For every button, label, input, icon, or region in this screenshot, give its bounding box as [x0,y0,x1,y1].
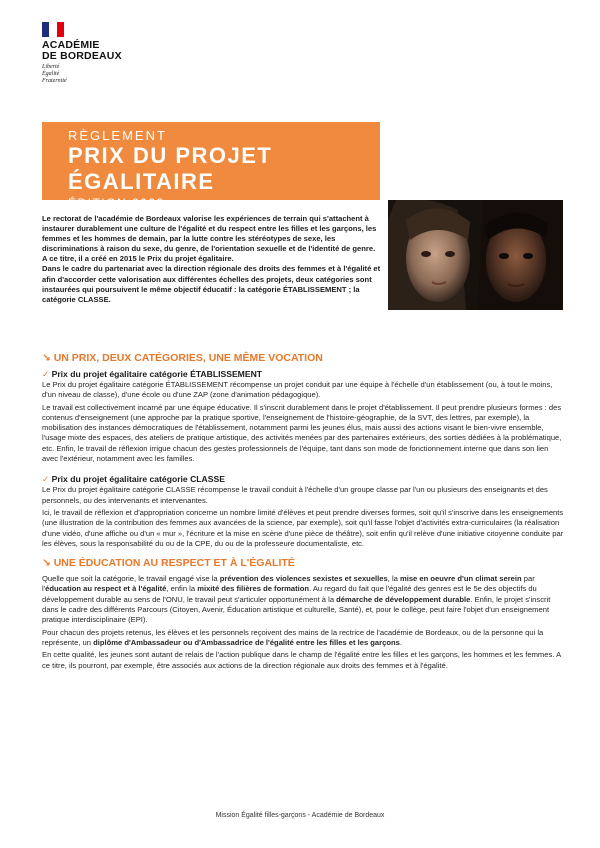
section-title-categories: ↘ UN PRIX, DEUX CATÉGORIES, UNE MÊME VOCATION [42,352,323,364]
category-classe-label: Prix du projet égalitaire catégorie CLASSE [51,474,225,485]
page-footer: Mission Égalité filles-garçons - Académie de Bordeaux [215,812,385,819]
category-etablissement-p1: Le Prix du projet égalitaire catégorie ÉTABLISSEMENT récompense un projet conduit par une équipe à l'échelle d'un établissement (ou, à tout le moins, d'un niveau de classe), d'une école ou d'une ZAP (zone d'animation pédagogique). [42,380,553,400]
motto-fraternite: Fraternité [42,78,67,84]
category-classe-p2: Ici, le travail de réflexion et d'appropriation concerne un nombre limité d'élèves et peut prendre diverses formes, soit qu'il s'inscrive dans les enseignements (une illustration de la contribution des femmes aux avancées de la science, par exemple), soit qu'il fasse l'objet d'activités extra-curriculaires (la réalisation d'une vidéo, d'une affiche ou d'un « mur », l'écriture et la mise en scène d'une pièce de théâtre), soit enfin qu'il relève d'une initiative citoyenne conduite par les élèves, sous la responsabilité du ou de la CPE, du ou de la professeure documentaliste, etc. [42,507,564,548]
academy-name-line2: DE BORDEAUX [42,50,122,62]
checkmark-icon: ✓ [42,369,52,379]
academy-name-line1: ACADÉMIE [42,39,100,51]
intro-text [42,214,382,305]
education-paragraph-2: Pour chacun des projets retenus, les élèves et les personnels reçoivent des mains de la rectrice de l'académie de Bordeaux, ou de la personne qui la représente, un diplôme d'Ambassadeur ou d'Ambassadrice de l'égalité entre les filles et les garçons. [42,627,544,647]
checkmark-icon: ✓ [42,474,52,485]
academy-logo [42,22,122,85]
intro-paragraph-1: Le rectorat de l'académie de Bordeaux valorise les expériences de terrain qui s'attachent à instaurer durablement une culture de l'égalité et du respect entre les filles et les garçons, les femmes et les hommes de demain, par la lutte contre les stéréotypes de sexe, les discriminations à raison du sexe, du genre, de l'orientation sexuelle et de l'identité de genre. A ce titre, il a créé en 2015 le Prix du projet égalitaire. [42,214,377,264]
title-banner [42,122,380,210]
section-title-education: ↘ UNE ÉDUCATION AU RESPECT ET À L'ÉGALITÉ [42,557,295,570]
category-classe-title [42,474,564,485]
republic-motto [42,64,122,85]
page-title: PRIX DU PROJET ÉGALITAIRE [68,143,273,194]
intro-paragraph-2: Dans le cadre du partenariat avec la direction régionale des droits des femmes et à l'égalité et afin d'accorder cette valorisation aux différentes échelles des projets, deux catégories sont instaurées qui poursuivent le même objectif éducatif : la catégorie ÉTABLISSEMENT ; la catégorie CLASSE. [42,264,381,304]
motto-egalite: Égalité [42,71,60,77]
marianne-flag-icon [42,22,64,37]
category-etablissement-title [42,369,564,380]
education-paragraph-1: Quelle que soit la catégorie, le travail engagé vise la prévention des violences sexistes et sexuelles, la mise en oeuvre d'un climat serein par l'éducation au respect et à l'égalité, enfin la mixité des filières de formation. Au regard du fait que l'égalité des genres est le 5e des objectifs du développement durable au sens de l'ONU, le travail peut s'articuler opportunément à la démarche de développement durable. Enfin, le projet s'inscrit dans le cadre des différents Parcours (Citoyen, Avenir, Éducation artistique et culturelle, Santé), et, pour le collège, peut faire l'objet d'un enseignement pratique interdisciplinaire (EPI). [42,574,551,625]
category-classe-p1: Le Prix du projet égalitaire catégorie CLASSE récompense le travail conduit à l'échelle d'un groupe classe par l'un ou plusieurs des enseignants et des personnels, ou des intervenants et intervenantes. [42,485,548,505]
category-etablissement-p2: Le travail est collectivement incarné par une équipe éducative. Il s'inscrit durablement dans le projet d'établissement. Il peut prendre plusieurs formes : des contenus d'enseignement (une approche par la pratique sportive, l'enseignement de l'histoire-géographie, de la SVT, des lettres, par exemple), la mobilisation des instances démocratiques de l'établissement, notamment parmi les jeunes élus, mais aussi des actions visant le bien-vivre ensemble, l'usage mixte des espaces, des ateliers de pratique artistique, des activités menées par des partenaires extérieurs, des sorties dédiées à la problématique, etc. Enfin, le travail de réflexion irrigue chacun des gestes professionnels de l'équipe, tant dans son mode de fonctionnement interne que dans son lien avec l'extérieur, notamment avec les familles. [42,402,562,464]
main-content [42,352,564,673]
banner-kicker: RÈGLEMENT [68,128,167,143]
motto-liberte: Liberté [42,64,60,70]
education-paragraph-3: En cette qualité, les jeunes sont autant de relais de l'action publique dans le champ de l'égalité entre les filles et les garçons, les hommes et les femmes. A ce titre, ils pourront, par exemple, être associés aux actions de la direction régionale aux droits des femmes et à l'égalité. [42,650,561,670]
category-etablissement-label: Prix du projet égalitaire catégorie ÉTABLISSEMENT [51,369,263,379]
portrait-photo [388,200,563,310]
banner-edition: ÉDITION 2022 [68,196,165,210]
